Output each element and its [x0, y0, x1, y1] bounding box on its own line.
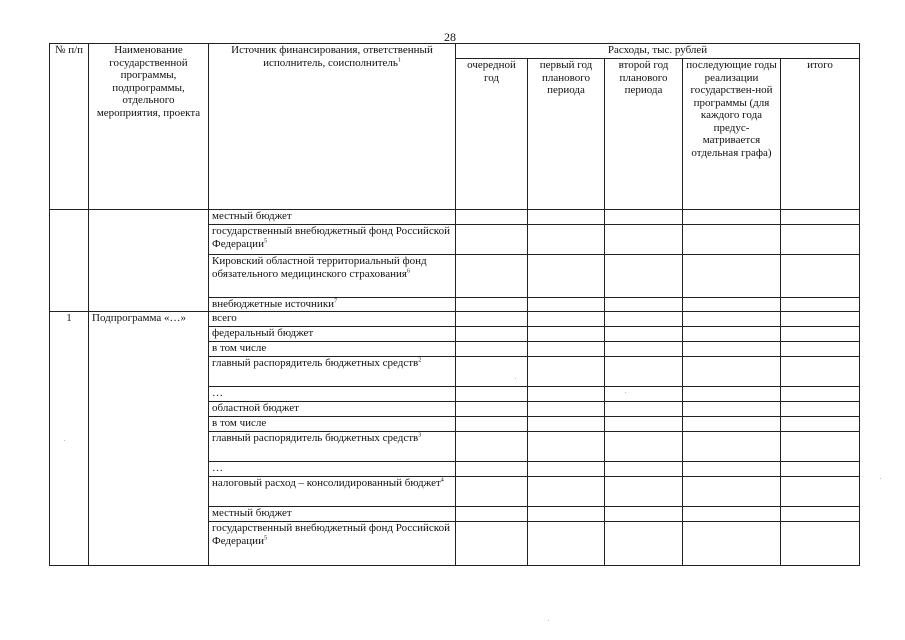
expense-cell [456, 327, 528, 342]
scan-speck [548, 620, 549, 621]
funding-source [209, 387, 456, 402]
expense-cell [683, 357, 781, 387]
expense-cell [528, 462, 605, 477]
expense-cell [781, 522, 860, 566]
funding-source-text: всего [212, 312, 237, 324]
funding-source-text: главный распорядитель бюджетных средств [212, 357, 419, 369]
footnote-marker: 2 [418, 357, 422, 364]
expense-cell [605, 507, 683, 522]
expense-cell [605, 417, 683, 432]
expense-cell [781, 477, 860, 507]
header-sub-col: первый год планового периода [528, 59, 605, 210]
header-source [209, 44, 456, 210]
expense-cell [683, 507, 781, 522]
funding-source-text: внебюджетные источники [212, 298, 335, 310]
scan-speck [625, 392, 626, 393]
expense-cell [605, 387, 683, 402]
row-number [50, 210, 89, 312]
funding-source-text: налоговый расход – консолидированный бюджет [212, 477, 441, 489]
expense-cell [528, 255, 605, 298]
funding-source [209, 312, 456, 327]
scan-speck [64, 440, 65, 441]
expense-cell [456, 462, 528, 477]
expense-cell [605, 522, 683, 566]
funding-source [209, 210, 456, 225]
expenses-table [49, 43, 860, 566]
footnote-marker: 5 [263, 237, 267, 244]
expense-cell [456, 507, 528, 522]
header-source-text: Источник финансирования, ответственный исполнитель, соисполнитель [231, 44, 433, 69]
funding-source-text: … [212, 462, 223, 474]
expense-cell [456, 255, 528, 298]
header-sub-col: итого [781, 59, 860, 210]
expense-cell [456, 210, 528, 225]
expense-cell [528, 402, 605, 417]
funding-source [209, 255, 456, 298]
header-source-note: 1 [397, 56, 401, 63]
expense-cell [781, 255, 860, 298]
funding-source [209, 477, 456, 507]
footnote-marker: 7 [334, 298, 338, 305]
expense-cell [605, 342, 683, 357]
expense-cell [605, 327, 683, 342]
row-number: 1 [50, 312, 89, 566]
expense-cell [605, 298, 683, 312]
funding-source [209, 402, 456, 417]
expense-cell [528, 477, 605, 507]
funding-source-text: областной бюджет [212, 402, 299, 414]
table-row [50, 312, 860, 327]
header-sub-col: очередной год [456, 59, 528, 210]
expense-cell [456, 357, 528, 387]
expense-cell [528, 522, 605, 566]
expense-cell [528, 298, 605, 312]
funding-source [209, 432, 456, 462]
expense-cell [456, 522, 528, 566]
expense-cell [781, 507, 860, 522]
expense-cell [456, 298, 528, 312]
expense-cell [528, 432, 605, 462]
expense-cell [456, 387, 528, 402]
header-expenses: Расходы, тыс. рублей [456, 44, 860, 59]
expense-cell [781, 312, 860, 327]
header-name: Наименование государственной программы, подпрограммы, отдельного мероприятия, проекта [89, 44, 209, 210]
expense-cell [528, 342, 605, 357]
funding-source [209, 522, 456, 566]
expense-cell [683, 417, 781, 432]
expense-cell [605, 357, 683, 387]
expense-cell [605, 312, 683, 327]
header-row-top [50, 44, 860, 59]
funding-source [209, 462, 456, 477]
footnote-marker: 4 [440, 477, 444, 484]
funding-source-text: государственный внебюджетный фонд Российской Федерации [212, 225, 450, 250]
expense-cell [528, 387, 605, 402]
expense-cell [781, 210, 860, 225]
expense-cell [605, 402, 683, 417]
expense-cell [781, 432, 860, 462]
expense-cell [781, 327, 860, 342]
expense-cell [781, 462, 860, 477]
footnote-marker: 3 [418, 432, 422, 439]
expense-cell [683, 298, 781, 312]
funding-source [209, 357, 456, 387]
expense-cell [781, 357, 860, 387]
expense-cell [605, 462, 683, 477]
table-row [50, 210, 860, 225]
expense-cell [683, 462, 781, 477]
expense-cell [528, 210, 605, 225]
funding-source [209, 327, 456, 342]
expense-cell [528, 507, 605, 522]
expense-cell [528, 357, 605, 387]
expense-cell [781, 298, 860, 312]
funding-source [209, 298, 456, 312]
expense-cell [456, 477, 528, 507]
expense-cell [781, 387, 860, 402]
expense-cell [456, 432, 528, 462]
expense-cell [683, 402, 781, 417]
expense-cell [683, 387, 781, 402]
expense-cell [683, 312, 781, 327]
expense-cell [781, 342, 860, 357]
funding-source-text: государственный внебюджетный фонд Российской Федерации [212, 522, 450, 547]
header-sub-col: последующие годы реализации государствен-ной программы (для каждого года предус-матривается отдельная графа) [683, 59, 781, 210]
expense-cell [528, 417, 605, 432]
funding-source-text: местный бюджет [212, 210, 292, 222]
expense-cell [781, 402, 860, 417]
expense-cell [683, 255, 781, 298]
funding-source-text: в том числе [212, 417, 267, 429]
page-number: 28 [444, 30, 456, 44]
expense-cell [683, 327, 781, 342]
expense-cell [456, 312, 528, 327]
expense-cell [528, 327, 605, 342]
expense-cell [456, 225, 528, 255]
expense-cell [605, 210, 683, 225]
funding-source [209, 507, 456, 522]
program-name: Подпрограмма «…» [89, 312, 209, 566]
scan-speck [880, 478, 881, 479]
funding-source [209, 417, 456, 432]
funding-source [209, 225, 456, 255]
expense-cell [683, 342, 781, 357]
program-name [89, 210, 209, 312]
header-sub-col: второй год планового периода [605, 59, 683, 210]
footnote-marker: 5 [263, 534, 267, 541]
expense-cell [528, 312, 605, 327]
funding-source [209, 342, 456, 357]
expense-cell [456, 402, 528, 417]
expense-cell [528, 225, 605, 255]
expense-cell [683, 210, 781, 225]
funding-source-text: … [212, 387, 223, 399]
scan-speck [515, 378, 516, 379]
expense-cell [456, 342, 528, 357]
expense-cell [683, 225, 781, 255]
funding-source-text: Кировский областной территориальный фонд обязательного медицинского страхования [212, 255, 427, 280]
expense-cell [456, 417, 528, 432]
expense-cell [605, 432, 683, 462]
header-num: № п/п [50, 44, 89, 210]
footnote-marker: 6 [406, 267, 410, 274]
expense-cell [683, 522, 781, 566]
expense-cell [683, 477, 781, 507]
expense-cell [605, 225, 683, 255]
funding-source-text: главный распорядитель бюджетных средств [212, 432, 419, 444]
funding-source-text: местный бюджет [212, 507, 292, 519]
expense-cell [605, 477, 683, 507]
expense-cell [781, 417, 860, 432]
expense-cell [683, 432, 781, 462]
expense-cell [605, 255, 683, 298]
funding-source-text: федеральный бюджет [212, 327, 314, 339]
expense-cell [781, 225, 860, 255]
funding-source-text: в том числе [212, 342, 267, 354]
